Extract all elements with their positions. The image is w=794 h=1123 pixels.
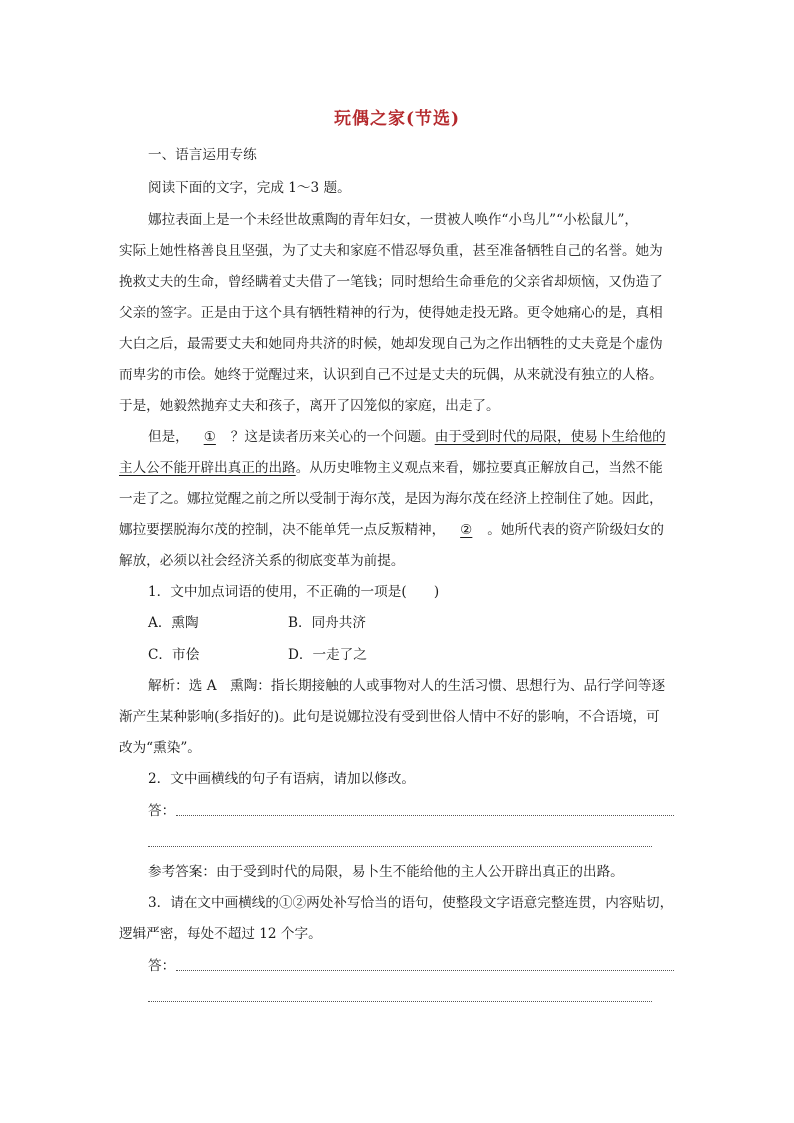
passage-line: [148, 427, 678, 447]
blank-2: ②: [460, 522, 473, 538]
section-heading: 一、语言运用专练: [148, 147, 257, 163]
passage-line: 而卑劣的市侩。她终于觉醒过来，认识到自己不过是丈夫的玩偶，从来就没有独立的人格。: [119, 367, 663, 383]
answer-line[interactable]: [148, 846, 652, 847]
question-3-stem: 3．请在文中画横线的①②两处补写恰当的语句，使整段文字语意完整连贯，内容贴切，: [148, 895, 674, 911]
passage-text: 但是，: [148, 429, 189, 445]
question-1-stem: 1．文中加点词语的使用，不正确的一项是( ): [148, 584, 440, 600]
reference-answer: 参考答案：由于受到时代的局限，易卜生不能给他的主人公开辟出真正的出路。: [148, 864, 624, 880]
answer-label: 答：: [148, 803, 176, 819]
underlined-sentence: 主人公不能开辟出真正的出路: [119, 460, 296, 476]
passage-line: 挽救丈夫的生命，曾经瞒着丈夫借了一笔钱；同时想给生命垂危的父亲省却烦恼，又伪造了: [119, 274, 663, 290]
answer-line[interactable]: [176, 970, 674, 971]
passage-line: [119, 458, 679, 478]
option-c: C．市侩: [148, 647, 200, 663]
reading-instruction: 阅读下面的文字，完成 1～3 题。: [148, 180, 351, 196]
passage-line: 娜拉表面上是一个未经世故熏陶的青年妇女，一贯被人唤作“小鸟儿”“小松鼠儿”，: [148, 212, 638, 228]
option-d: D．一走了之: [288, 647, 367, 663]
answer-line[interactable]: [176, 815, 674, 816]
passage-line: 一走了之。娜拉觉醒之前之所以受制于海尔茂，是因为海尔茂在经济上控制住了她。因此，: [119, 491, 663, 507]
question-2-stem: 2．文中画横线的句子有语病，请加以修改。: [148, 771, 415, 787]
page-title: 玩偶之家(节选): [333, 109, 461, 129]
blank-1: ①: [203, 429, 216, 445]
passage-line: 实际上她性格善良且坚强，为了丈夫和家庭不惜忍辱负重，甚至准备牺牲自己的名誉。她为: [119, 243, 663, 259]
analysis-line: 改为“熏染”。: [119, 740, 201, 756]
question-3-stem: 逻辑严密，每处不超过 12 个字。: [119, 926, 322, 942]
analysis-line: 渐产生某种影响(多指好的)。此句是说娜拉没有受到世俗人情中不好的影响，不合语境，可: [119, 709, 660, 725]
underlined-sentence: 由于受到时代的局限，使易卜生给他的: [434, 429, 666, 445]
option-b: B．同舟共济: [288, 615, 366, 631]
passage-text: 娜拉要摆脱海尔茂的控制，决不能单凭一点反叛精神，: [119, 522, 446, 538]
passage-line: 于是，她毅然抛弃丈夫和孩子，离开了囚笼似的家庭，出走了。: [119, 398, 500, 414]
analysis-line: 解析：选 A 熏陶：指长期接触的人或事物对人的生活习惯、思想行为、品行学问等逐: [148, 678, 666, 694]
answer-label: 答：: [148, 958, 176, 974]
answer-line[interactable]: [148, 1001, 652, 1002]
passage-line: [119, 520, 679, 540]
passage-line: 解放，必须以社会经济关系的彻底变革为前提。: [119, 553, 405, 569]
passage-line: 大白之后，最需要丈夫和她同舟共济的时候，她却发现自己为之作出牺牲的丈夫竟是个虚伪: [119, 336, 663, 352]
passage-line: 父亲的签字。正是由于这个具有牺牲精神的行为，使得她走投无路。更令她痛心的是，真相: [119, 305, 663, 321]
passage-text: 。从历史唯物主义观点来看，娜拉要真正解放自己，当然不能: [295, 460, 663, 476]
option-a: A．熏陶: [148, 615, 199, 631]
passage-text: 。她所代表的资产阶级妇女的: [487, 522, 664, 538]
passage-text: ？这是读者历来关心的一个问题。: [230, 429, 435, 445]
